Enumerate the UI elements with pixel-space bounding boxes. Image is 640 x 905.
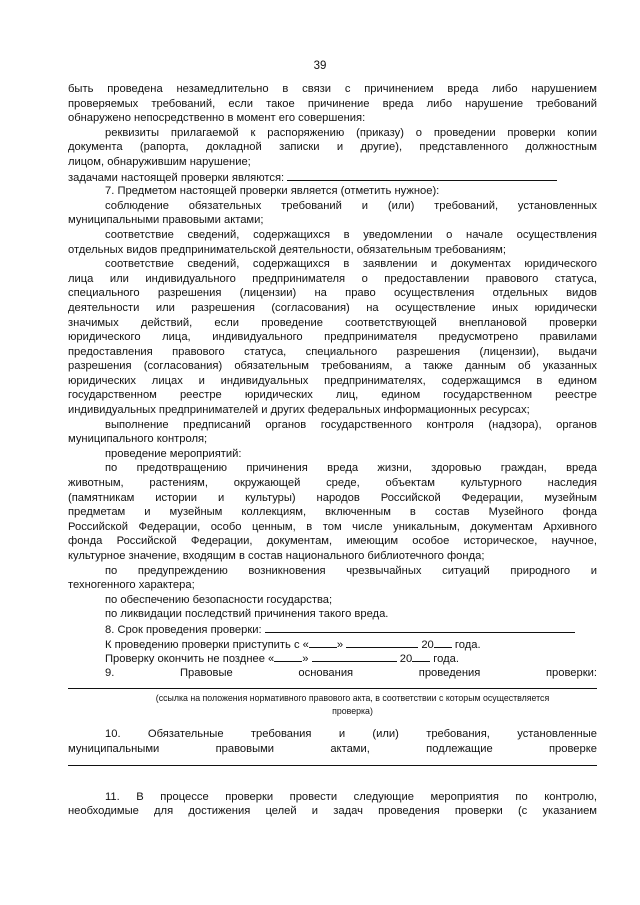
legal-basis-note: проверка)	[332, 705, 373, 716]
end-year-field[interactable]	[412, 651, 430, 662]
text-line: обнаружено непосредственно в момент его совершения:	[68, 112, 366, 125]
period-label: 8. Срок проведения проверки:	[105, 623, 262, 636]
text-line: 7. Предметом настоящей проверки является (отметить нужное):	[105, 185, 440, 198]
end-year-prefix: 20	[399, 653, 413, 666]
text-line: быть проведена незамедлительно в связи с причинением вреда либо нарушением	[68, 83, 597, 95]
start-date-line	[68, 637, 597, 652]
start-year-field[interactable]	[434, 637, 452, 648]
text-line: проверяемых требований, если такое причинение вреда либо нарушение требований	[68, 97, 597, 110]
end-month-field[interactable]	[312, 651, 397, 662]
text-line: муниципальными правовыми актами, подлежащие проверке	[68, 742, 597, 755]
text-line: проведение мероприятий:	[105, 447, 242, 460]
text-line: государственном реестре юридических лиц, едином государственном реестре	[68, 389, 597, 402]
text-line: юридического лица, индивидуального предпринимателя предусмотрено правилами	[68, 331, 597, 344]
tasks-line	[68, 170, 597, 185]
text-line: предоставления правового статуса, специального разрешения (лицензии), выдачи	[68, 345, 597, 358]
text-line: соблюдение обязательных требований и (или) требований, установленных	[105, 199, 597, 212]
text-line: по обеспечению безопасности государства;	[105, 593, 333, 606]
text-line: разрешения (согласования) обязательным требованиям, а также данным об указанных	[68, 360, 597, 373]
text-line: фонда Российской Федерации, документам, имеющим особое историческое, научное,	[68, 535, 597, 548]
start-day-field[interactable]	[309, 637, 337, 648]
text-line: по ликвидации последствий причинения такого вреда.	[105, 608, 389, 621]
text-line: культурное значение, входящим в состав национального библиотечного фонда;	[68, 550, 485, 562]
end-suffix: года.	[433, 653, 459, 666]
text-line: реквизиты прилагаемой к распоряжению (приказу) о проведении проверки копии	[105, 126, 597, 139]
start-year-prefix: 20	[421, 638, 434, 651]
start-month-field[interactable]	[346, 637, 418, 648]
start-prefix: К проведению проверки приступить с «	[105, 638, 309, 651]
text-line: индивидуальных предпринимателей и других федеральных информационных ресурсах;	[68, 404, 530, 417]
page-number: 39	[313, 60, 327, 72]
text-line: 10. Обязательные требования и (или) требования, установленные	[105, 728, 597, 741]
text-line: лицом, обнаружившим нарушение;	[68, 155, 251, 168]
period-fill-line[interactable]	[265, 622, 575, 633]
document-body	[68, 82, 597, 819]
text-line: соответствие сведений, содержащихся в уведомлении о начале осуществления	[105, 228, 597, 241]
text-line: необходимые для достижения целей и задач проведения проверки (с указанием	[68, 805, 597, 818]
text-line: соответствие сведений, содержащихся в заявлении и документах юридического	[105, 258, 597, 271]
text-line: отдельных видов предпринимательской деятельности, обязательным требованиям;	[68, 243, 506, 256]
text-line: по предотвращению причинения вреда жизни, здоровью граждан, вреда	[105, 462, 597, 475]
text-line: 9. Правовые основания проведения проверки:	[105, 666, 597, 679]
end-prefix: Проверку окончить не позднее «	[105, 653, 275, 666]
tasks-label: задачами настоящей проверки являются:	[68, 171, 285, 184]
text-line: специального разрешения (лицензии) на право осуществления отдельных видов	[68, 287, 597, 300]
text-line: муниципальными правовыми актами;	[68, 214, 264, 227]
text-line: Российской Федерации, особо ценным, в том числе уникальным, документам Архивного	[68, 520, 597, 533]
text-line: муниципального контроля;	[68, 433, 208, 446]
tasks-fill-line[interactable]	[287, 170, 557, 181]
legal-basis-note: (ссылка на положения нормативного правового акта, в соответствии с которым осуществляется	[155, 693, 550, 704]
start-suffix: года.	[454, 638, 481, 651]
text-line: животным, растениям, окружающей среде, объектам культурного наследия	[68, 477, 597, 490]
text-line: документа (рапорта, докладной записки и другие), представленного должностным	[68, 141, 597, 154]
text-line: значимых действий, если проведение соответствующей внеплановой проверки	[68, 316, 597, 329]
text-line: 11. В процессе проверки провести следующие мероприятия по контролю,	[105, 790, 597, 803]
spacer	[68, 717, 597, 727]
legal-basis-fill-line[interactable]	[68, 680, 597, 689]
start-mid: »	[336, 638, 344, 651]
end-day-field[interactable]	[274, 651, 302, 662]
text-line: (памятникам истории и культуры) народов Российской Федерации, музейным	[68, 491, 597, 504]
text-line: деятельности или разрешения (согласования) на осуществление иных юридически	[68, 301, 597, 314]
spacer	[68, 769, 597, 790]
requirements-fill-line[interactable]	[68, 757, 597, 766]
text-line: юридических лицах и индивидуальных предпринимателях, содержащимся в едином	[68, 374, 597, 387]
end-mid: »	[302, 653, 309, 666]
text-line: по предупреждению возникновения чрезвычайных ситуаций природного и	[105, 564, 597, 577]
period-line	[68, 622, 597, 637]
end-date-line	[68, 651, 597, 666]
text-line: предметам и музейным коллекциям, включенным в состав Музейного фонда	[68, 506, 597, 519]
text-line: техногенного характера;	[68, 579, 195, 592]
text-line: лица или индивидуального предпринимателя о предоставлении правового статуса,	[68, 272, 597, 285]
text-line: выполнение предписаний органов государственного контроля (надзора), органов	[105, 418, 597, 431]
